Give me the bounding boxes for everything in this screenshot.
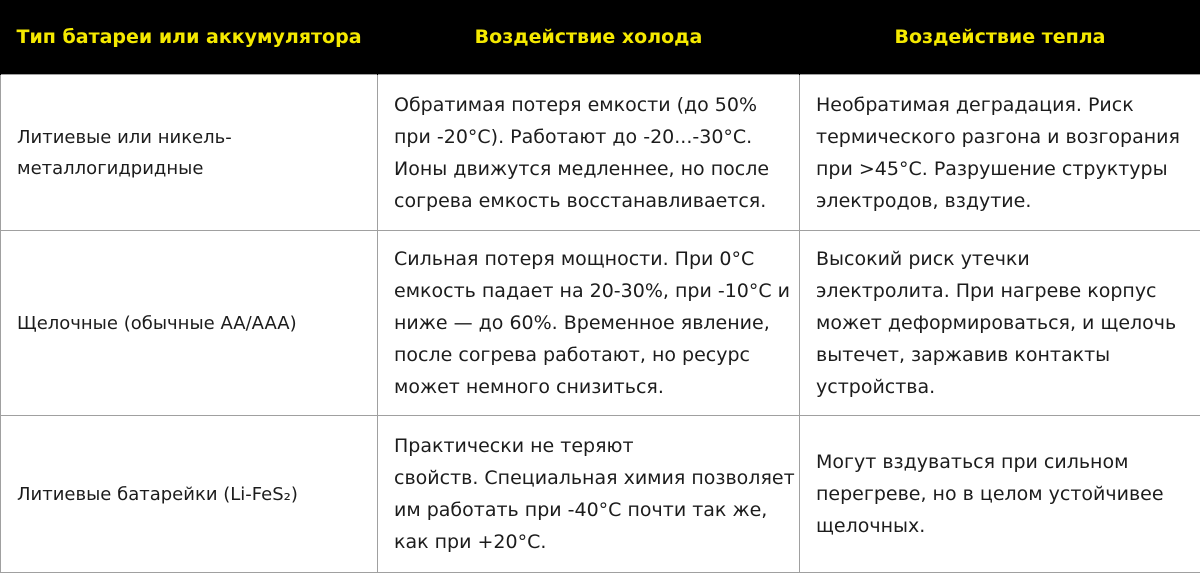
- cold-effect-cell: [378, 231, 800, 416]
- heat-effect-cell: [800, 75, 1200, 231]
- cell-text-line: ниже — до 60%. Временное явление,: [394, 307, 787, 339]
- cell-text-line: Щелочные (обычные AA/AAA): [17, 308, 365, 339]
- cell-text-line: Могут вздуваться при сильном: [816, 446, 1188, 478]
- table-row: [1, 75, 1200, 231]
- battery-type-cell: [1, 75, 378, 231]
- cell-text-line: Необратимая деградация. Риск: [816, 89, 1188, 121]
- cell-text-line: вытечет, заржавив контакты: [816, 339, 1188, 371]
- cell-text-line: электролита. При нагреве корпус: [816, 275, 1188, 307]
- cell-text-line: устройства.: [816, 371, 1188, 403]
- cold-effect-cell: [378, 75, 800, 231]
- cell-text-line: Сильная потеря мощности. При 0°C: [394, 243, 787, 275]
- cell-text-line: электродов, вздутие.: [816, 185, 1188, 217]
- cell-text-line: Обратимая потеря емкости (до 50%: [394, 89, 787, 121]
- cell-text-line: Практически не теряют: [394, 430, 787, 462]
- cell-text-line: Высокий риск утечки: [816, 243, 1188, 275]
- cell-text-line: как при +20°C.: [394, 526, 787, 558]
- cell-text-line: емкость падает на 20-30%, при -10°C и: [394, 275, 787, 307]
- cell-text-line: Ионы движутся медленнее, но после: [394, 153, 787, 185]
- header-row: [1, 0, 1200, 75]
- cell-text-line: термического разгона и возгорания: [816, 121, 1188, 153]
- cell-text-line: им работать при -40°C почти так же,: [394, 494, 787, 526]
- cell-text-line: может деформироваться, и щелочь: [816, 307, 1188, 339]
- table-row: [1, 416, 1200, 573]
- cell-text-line: перегреве, но в целом устойчивее: [816, 478, 1188, 510]
- cell-text-line: согрева емкость восстанавливается.: [394, 185, 787, 217]
- header-battery-type: Тип батареи или аккумулятора: [1, 0, 378, 75]
- cell-text-line: металлогидридные: [17, 153, 365, 184]
- heat-effect-cell: [800, 231, 1200, 416]
- table-body: [1, 75, 1200, 573]
- header-heat-effect: Воздействие тепла: [800, 0, 1200, 75]
- cell-text-line: Литиевые батарейки (Li-FeS₂): [17, 479, 365, 510]
- header-cold-effect: Воздействие холода: [378, 0, 800, 75]
- table-header: [1, 0, 1200, 75]
- cell-text-line: после согрева работают, но ресурс: [394, 339, 787, 371]
- cell-text-line: может немного снизиться.: [394, 371, 787, 403]
- cell-text-line: Литиевые или никель-: [17, 122, 365, 153]
- table-row: [1, 231, 1200, 416]
- cell-text-line: при >45°C. Разрушение структуры: [816, 153, 1188, 185]
- cold-effect-cell: [378, 416, 800, 573]
- battery-type-cell: [1, 231, 378, 416]
- heat-effect-cell: [800, 416, 1200, 573]
- battery-type-cell: [1, 416, 378, 573]
- cell-text-line: щелочных.: [816, 510, 1188, 542]
- cell-text-line: свойств. Специальная химия позволяет: [394, 462, 787, 494]
- cell-text-line: при -20°C). Работают до -20...-30°C.: [394, 121, 787, 153]
